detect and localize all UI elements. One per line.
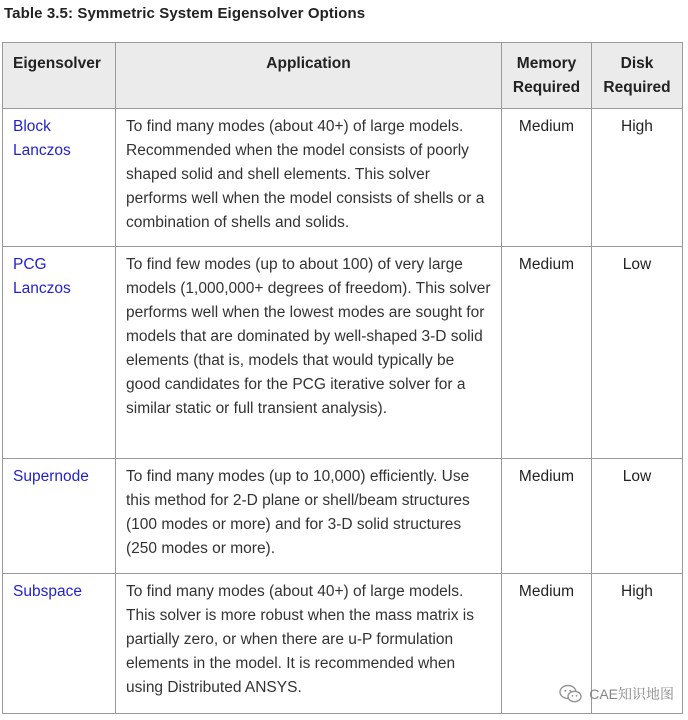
watermark	[559, 684, 674, 704]
memory-cell: Medium	[502, 247, 592, 459]
table-row	[3, 459, 683, 574]
disk-cell: Low	[592, 247, 683, 459]
wechat-icon	[559, 684, 583, 704]
header-memory-required: Memory Required	[502, 43, 592, 109]
disk-cell: Low	[592, 459, 683, 574]
disk-cell: High	[592, 574, 683, 714]
table-caption: Table 3.5: Symmetric System Eigensolver Options	[4, 5, 366, 22]
application-cell: To find many modes (about 40+) of large models. Recommended when the model consists of poorly shaped solid and shell elements. This solver performs well when the model consists of shells or a combination of shells and solids.	[116, 109, 502, 247]
memory-cell: Medium	[502, 459, 592, 574]
table-row	[3, 109, 683, 247]
eigensolver-link-supernode[interactable]: Supernode	[13, 468, 89, 485]
application-cell: To find many modes (up to 10,000) efficiently. Use this method for 2-D plane or shell/beam structures (100 modes or more) and for 3-D solid structures (250 modes or more).	[116, 459, 502, 574]
disk-cell: High	[592, 109, 683, 247]
application-cell: To find many modes (about 40+) of large models. This solver is more robust when the mass matrix is partially zero, or when there are u-P formulation elements in the model. It is recommended when using Distributed ANSYS.	[116, 574, 502, 714]
header-application: Application	[116, 43, 502, 109]
eigensolver-link-pcg-lanczos[interactable]: PCG Lanczos	[13, 256, 71, 297]
eigensolver-link-block-lanczos[interactable]: Block Lanczos	[13, 118, 71, 159]
memory-cell: Medium	[502, 109, 592, 247]
watermark-text: CAE知识地图	[589, 686, 674, 702]
table-row	[3, 247, 683, 459]
memory-cell: Medium	[502, 574, 592, 714]
application-cell: To find few modes (up to about 100) of very large models (1,000,000+ degrees of freedom). This solver performs well when the lowest modes are sought for models that are dominated by well-shaped 3-D solid elements (that is, models that would typically be good candidates for the PCG iterative solver for a similar static or full transient analysis).	[116, 247, 502, 459]
eigensolver-options-table	[2, 42, 683, 714]
header-disk-required: Disk Required	[592, 43, 683, 109]
header-eigensolver: Eigensolver	[3, 43, 116, 109]
eigensolver-link-subspace[interactable]: Subspace	[13, 583, 82, 600]
table-header-row	[3, 43, 683, 109]
